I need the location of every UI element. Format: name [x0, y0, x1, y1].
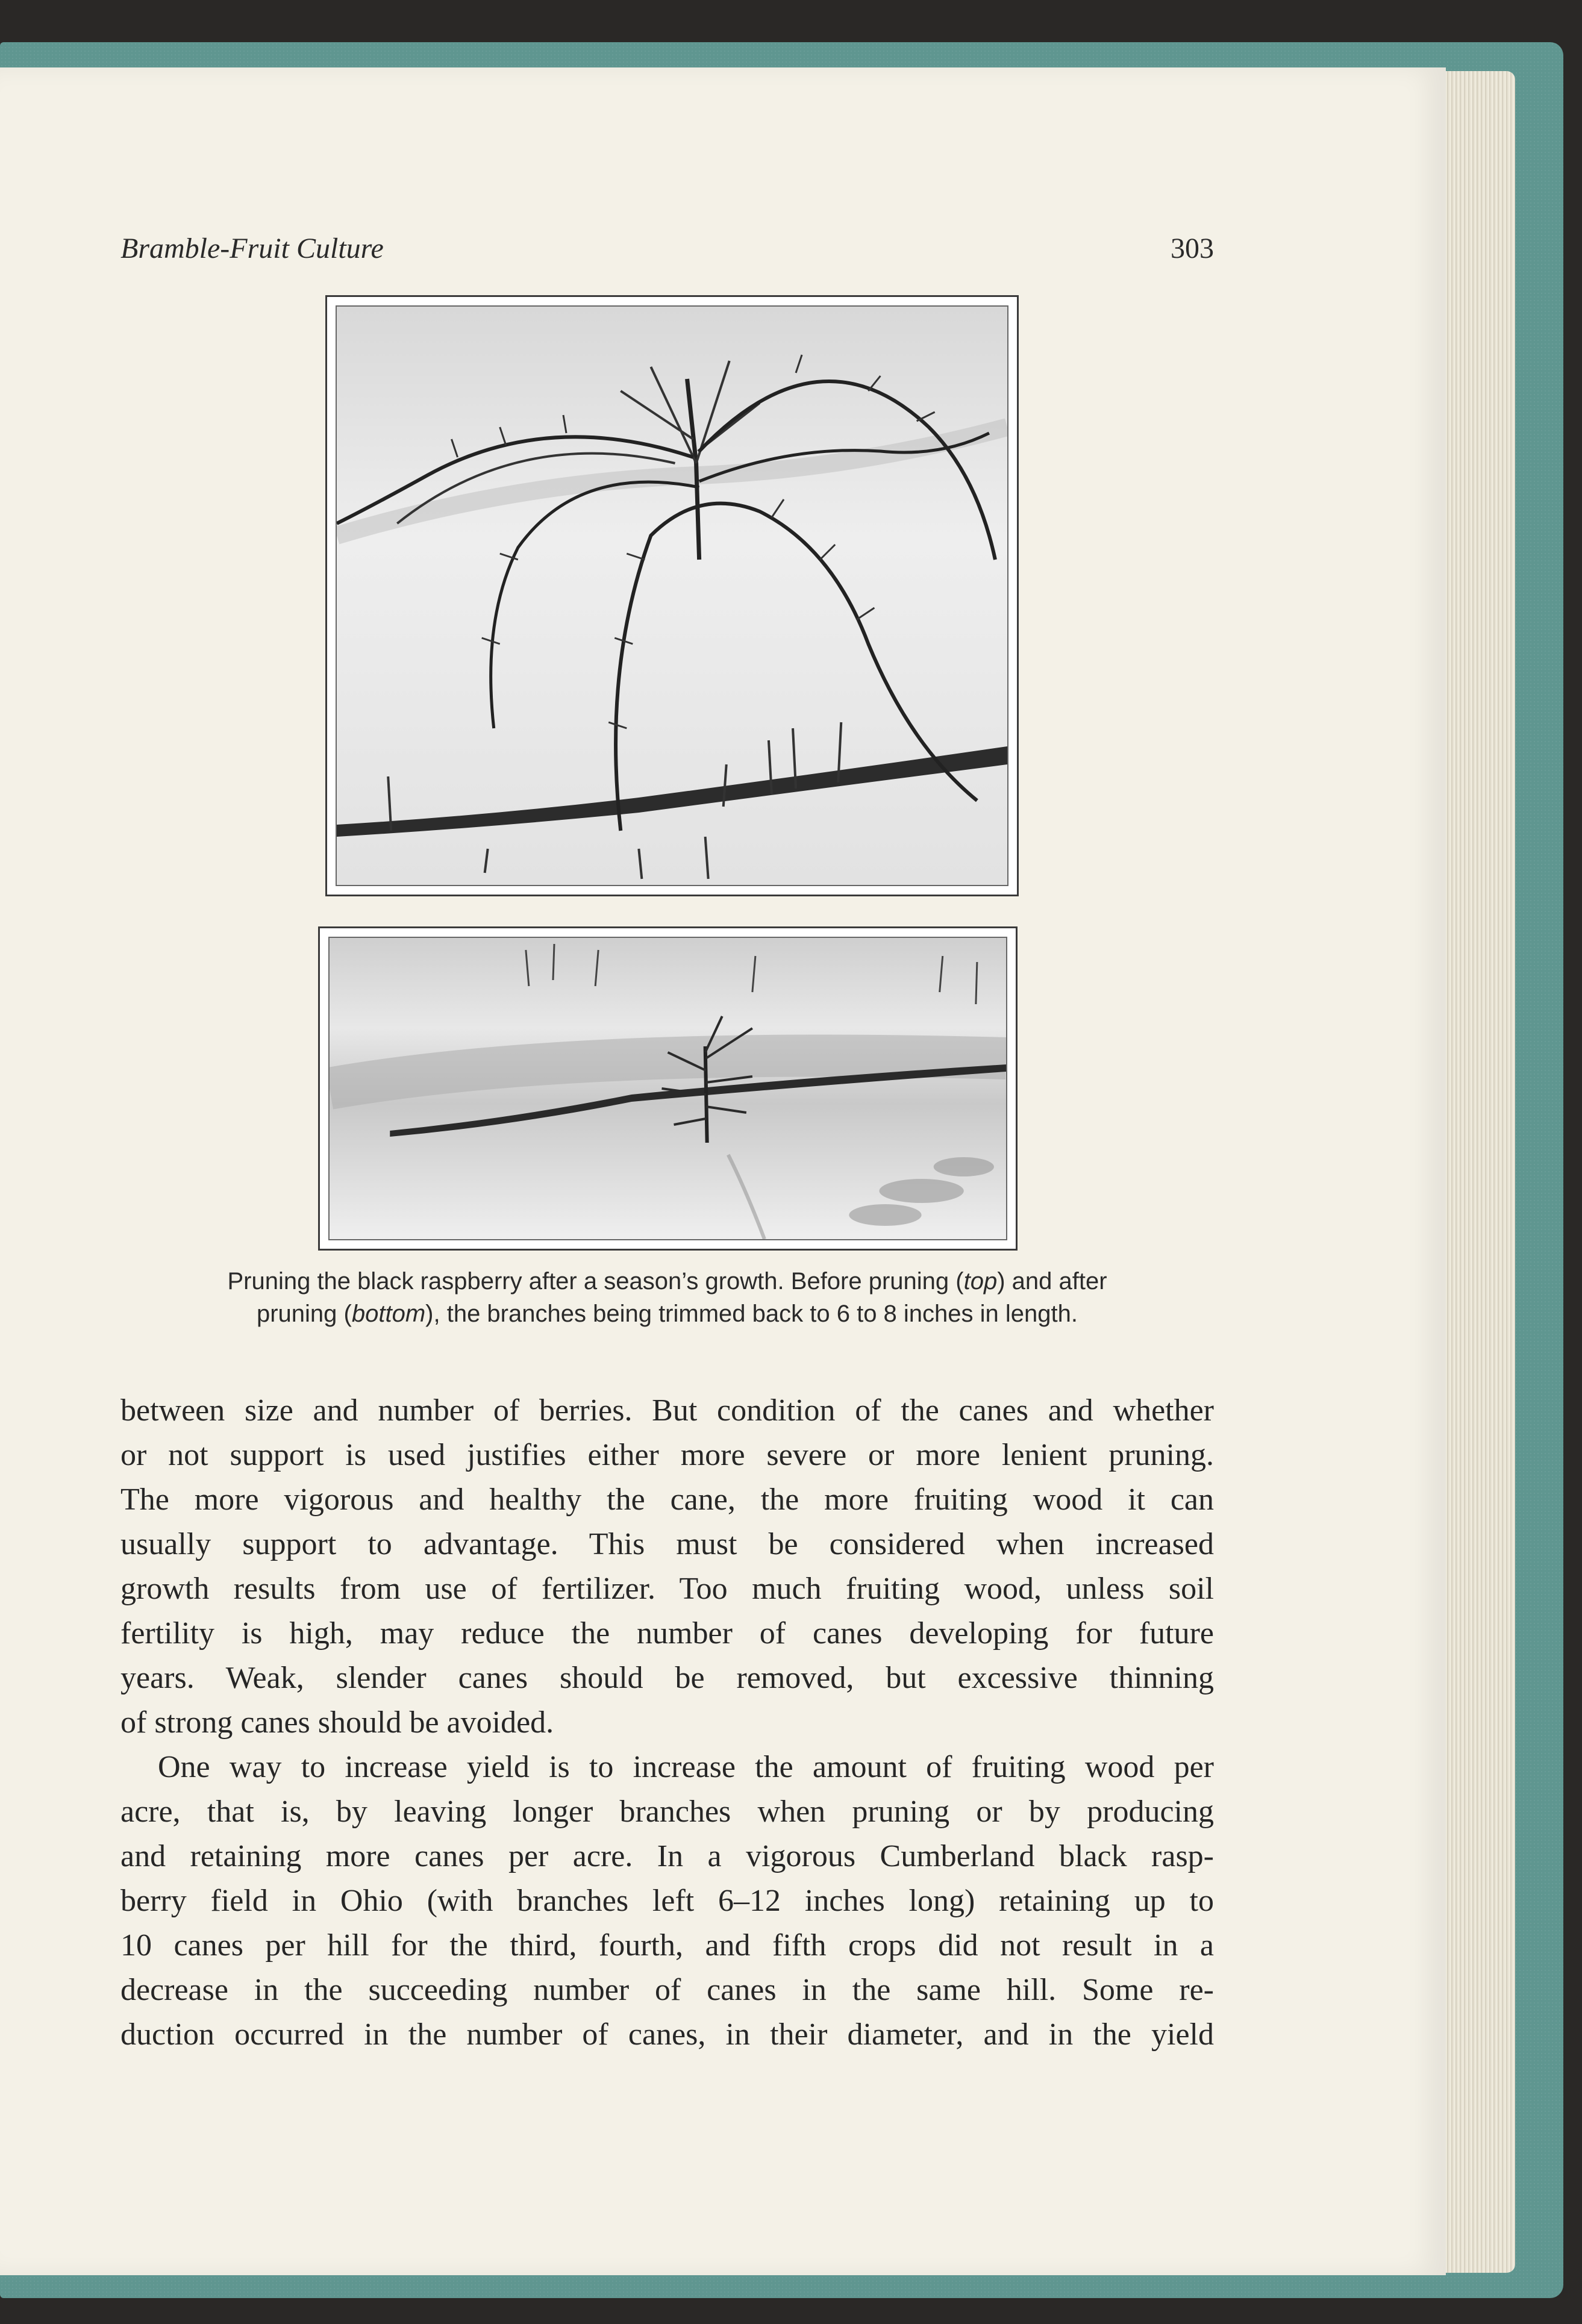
text-line: berry field in Ohio (with branches left 6–12 inches long) retaining up to: [120, 1884, 1214, 1918]
text-line: duction occurred in the number of canes, in their diameter, and in the yield: [120, 2017, 1214, 2052]
caption-emphasis-top: top: [963, 1268, 998, 1295]
paragraph-2: [120, 1745, 1214, 2057]
body-text: [120, 1388, 1214, 2057]
page-number: 303: [1171, 233, 1214, 264]
running-head: [120, 232, 1214, 268]
text-line: of strong canes should be avoided.: [120, 1705, 554, 1740]
text-line: acre, that is, by leaving longer branches when pruning or by producing: [120, 1795, 1214, 1829]
raspberry-after-pruning-image: [330, 938, 1006, 1239]
text-line: decrease in the succeeding number of canes in the same hill. Some re-: [120, 1973, 1214, 2007]
figure-caption: [120, 1265, 1214, 1330]
paragraph-1: [120, 1388, 1214, 1745]
text-line: growth results from use of fertilizer. Too much fruiting wood, unless soil: [120, 1572, 1214, 1606]
photo-after-pruning: [318, 926, 1018, 1251]
text-line: between size and number of berries. But condition of the canes and whether: [120, 1393, 1214, 1428]
running-title: Bramble-Fruit Culture: [120, 233, 384, 264]
caption-line-2: pruning (bottom), the branches being trimmed back to 6 to 8 inches in length.: [256, 1301, 1078, 1327]
text-line: or not support is used justifies either more severe or more lenient pruning.: [120, 1438, 1214, 1472]
text-line: usually support to advantage. This must be considered when increased: [120, 1527, 1214, 1561]
photo-before-pruning: [325, 295, 1019, 896]
text-line: fertility is high, may reduce the number of canes developing for future: [120, 1616, 1214, 1651]
raspberry-before-pruning-image: [337, 307, 1007, 885]
text-line: years. Weak, slender canes should be removed, but excessive thinning: [120, 1661, 1214, 1695]
text-line: 10 canes per hill for the third, fourth, and fifth crops did not result in a: [120, 1928, 1214, 1963]
caption-emphasis-bottom: bottom: [351, 1301, 426, 1327]
caption-line-1: Pruning the black raspberry after a season’s growth. Before pruning (top) and after: [227, 1268, 1107, 1295]
text-line: One way to increase yield is to increase the amount of fruiting wood per: [158, 1750, 1214, 1784]
text-line: The more vigorous and healthy the cane, the more fruiting wood it can: [120, 1482, 1214, 1517]
text-line: and retaining more canes per acre. In a vigorous Cumberland black rasp-: [120, 1839, 1214, 1873]
